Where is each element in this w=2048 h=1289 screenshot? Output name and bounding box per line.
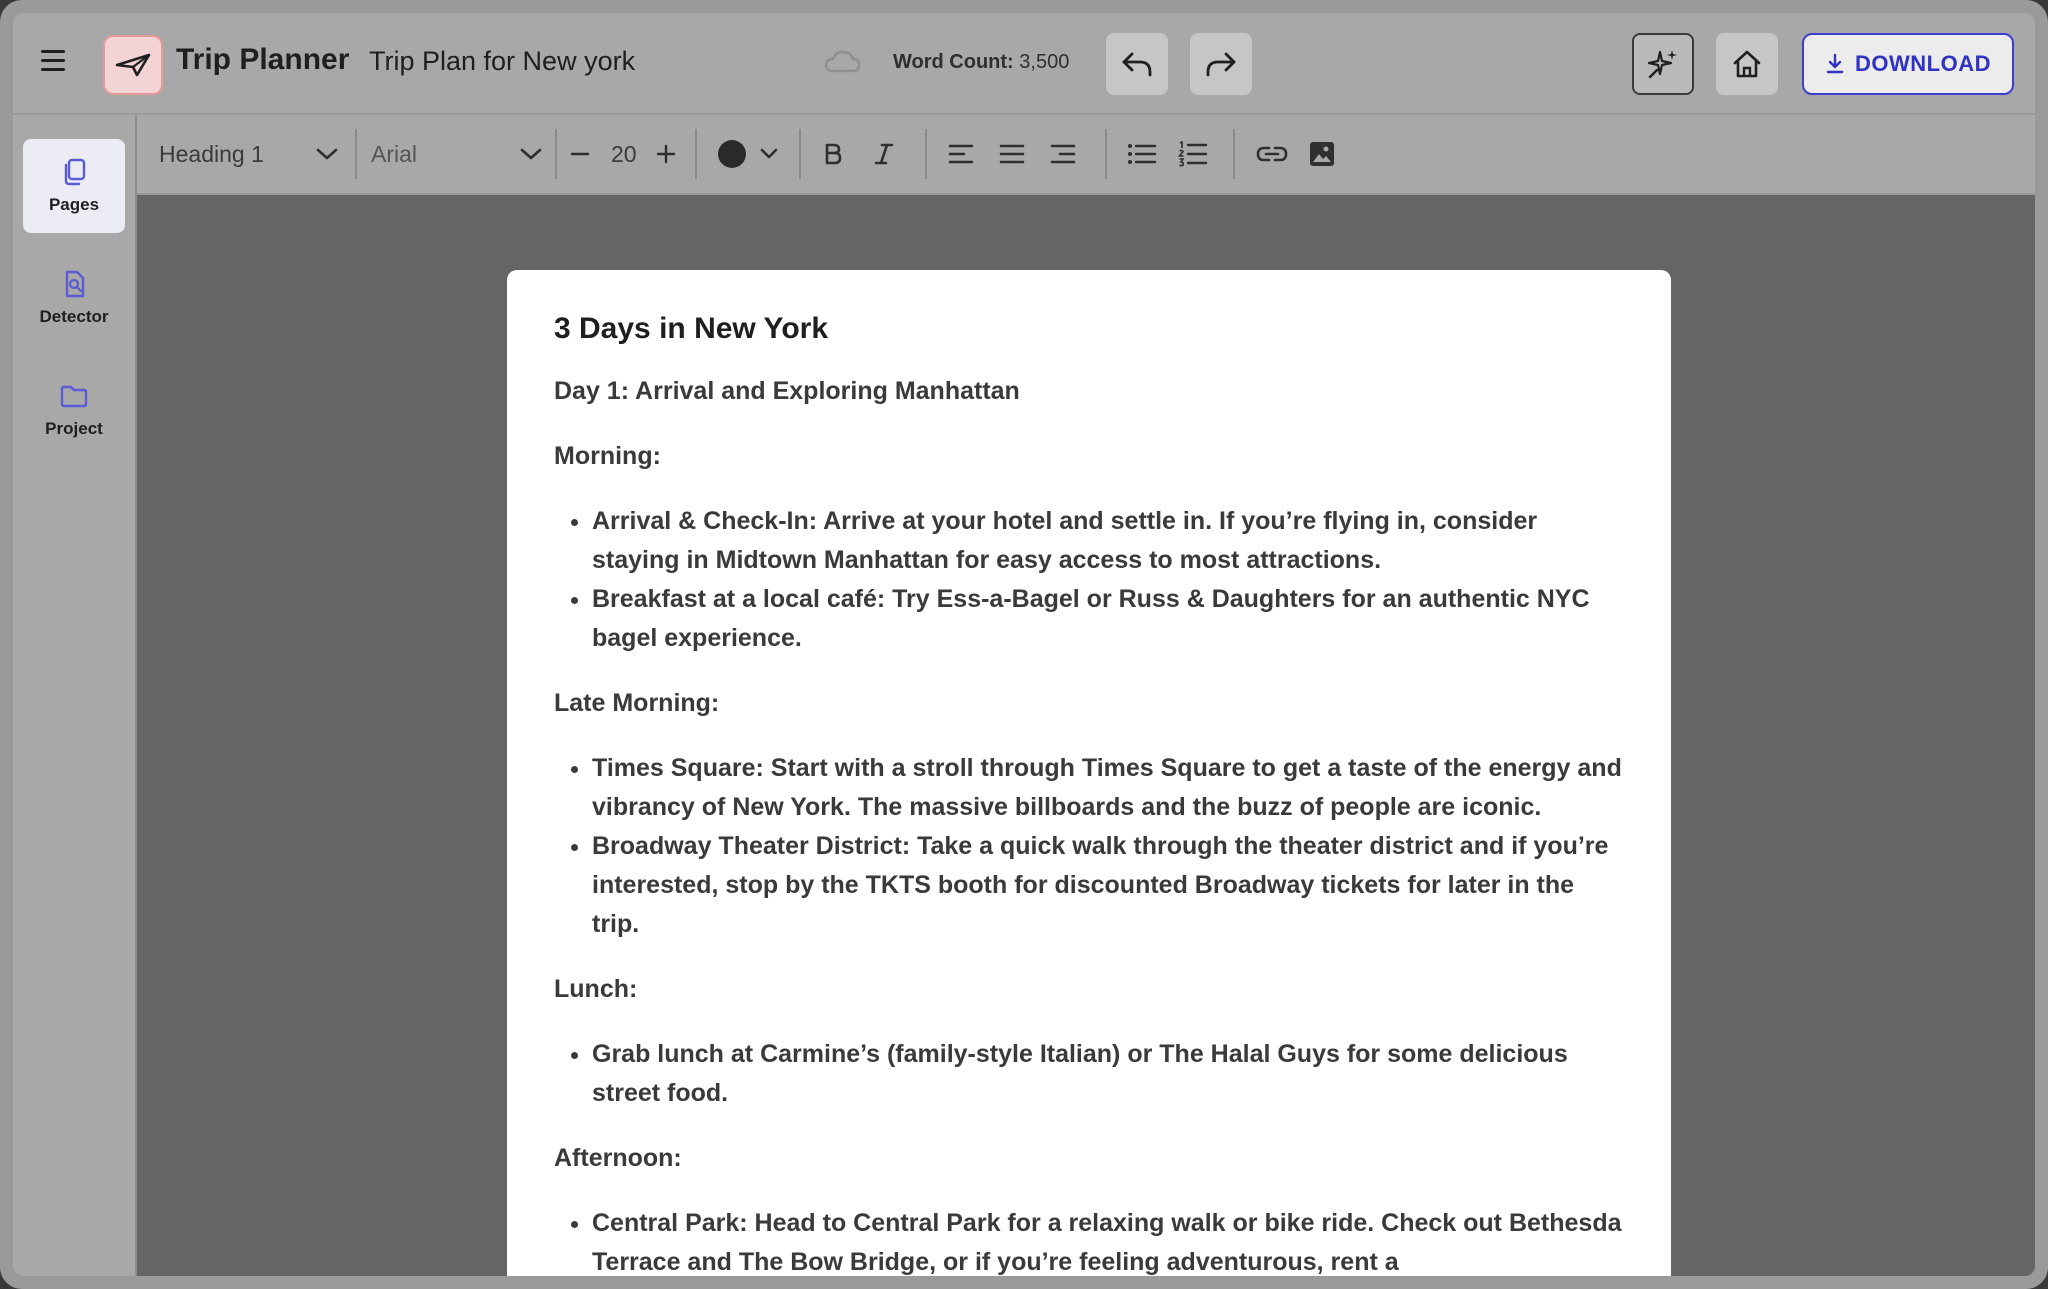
align-right-button[interactable]: [1050, 115, 1076, 193]
align-center-button[interactable]: [999, 115, 1025, 193]
image-icon: [1309, 141, 1335, 167]
align-right-icon: [1050, 143, 1076, 165]
bold-icon: [823, 142, 843, 166]
download-label: DOWNLOAD: [1855, 51, 1991, 76]
word-count-value: 3,500: [1019, 51, 1070, 73]
word-count: [893, 51, 1069, 74]
undo-button[interactable]: [1106, 33, 1168, 95]
sidebar-item-project[interactable]: [23, 363, 125, 457]
section-heading: Lunch:: [554, 975, 638, 1003]
app-window: [13, 13, 2035, 1276]
pages-icon: [59, 157, 89, 187]
list-item: • Times Square: Start with a stroll through Times Square to get a taste of the energy and vibrancy of New York. The massive billboards and the buzz of people are iconic.: [592, 749, 1623, 827]
chevron-down-icon: [519, 146, 543, 162]
sidebar-item-detector[interactable]: [23, 251, 125, 345]
color-swatch-icon: [717, 139, 747, 169]
bullet-list-button[interactable]: [1127, 115, 1157, 193]
sidebar-item-label: Pages: [48, 195, 100, 214]
ai-assist-button[interactable]: [1632, 33, 1694, 95]
redo-button[interactable]: [1190, 33, 1252, 95]
bullet-list: [554, 502, 1623, 658]
paper-plane-icon: [115, 51, 151, 79]
insert-image-button[interactable]: [1309, 115, 1335, 193]
font-size-decrease[interactable]: [569, 115, 591, 193]
minus-icon: [569, 143, 591, 165]
block-style-select[interactable]: [159, 115, 339, 193]
section-heading: Morning:: [554, 442, 661, 470]
undo-icon: [1120, 50, 1154, 78]
list-item: • Grab lunch at Carmine’s (family-style Italian) or The Halal Guys for some delicious street food.: [592, 1035, 1623, 1113]
sidebar-item-pages[interactable]: [23, 139, 125, 233]
app-logo: [103, 35, 163, 95]
day-heading: Day 1: Arrival and Exploring Manhattan: [554, 377, 1020, 405]
insert-link-button[interactable]: [1256, 115, 1288, 193]
font-size-increase[interactable]: [655, 115, 677, 193]
word-count-label: Word Count:: [893, 51, 1014, 73]
sidebar-item-label: Project: [45, 419, 103, 438]
font-size-input[interactable]: [611, 115, 637, 193]
home-icon: [1731, 48, 1763, 80]
format-toolbar: [137, 115, 2035, 195]
list-item: • Broadway Theater District: Take a quick walk through the theater district and if you’re interested, stop by the TKTS booth for discounted Broadway tickets for later in the trip.: [592, 827, 1623, 944]
app-name: Trip Planner: [176, 43, 350, 76]
link-icon: [1256, 144, 1288, 164]
bullet-list: [554, 1204, 1623, 1276]
sparkle-icon: [1646, 47, 1680, 81]
document-title[interactable]: Trip Plan for New york: [369, 46, 636, 76]
bullet-list: [554, 749, 1623, 944]
chevron-down-icon: [759, 147, 779, 161]
block-style-value: Heading 1: [159, 140, 264, 167]
bullet-list-icon: [1127, 142, 1157, 166]
align-center-icon: [999, 143, 1025, 165]
document-heading: 3 Days in New York: [554, 312, 829, 345]
font-family-select[interactable]: [371, 115, 543, 193]
numbered-list-icon: [1178, 141, 1208, 167]
home-button[interactable]: [1716, 33, 1778, 95]
italic-button[interactable]: [873, 115, 895, 193]
text-color-picker[interactable]: [717, 115, 779, 193]
list-item: • Central Park: Head to Central Park for a relaxing walk or bike ride. Check out Bethesda Terrace and The Bow Bridge, or if you’re feeling adventurous, rent a: [592, 1204, 1623, 1276]
list-item: • Breakfast at a local café: Try Ess-a-Bagel or Russ & Daughters for an authentic NYC bagel experience.: [592, 580, 1623, 658]
cloud-sync-icon: [823, 47, 861, 77]
bold-button[interactable]: [823, 115, 843, 193]
folder-icon: [59, 381, 89, 411]
download-icon: [1825, 53, 1845, 75]
section-heading: Afternoon:: [554, 1144, 682, 1172]
chevron-down-icon: [315, 146, 339, 162]
menu-icon[interactable]: [41, 50, 65, 74]
left-sidebar: [13, 115, 137, 1276]
list-item: • Arrival & Check-In: Arrive at your hotel and settle in. If you’re flying in, consider staying in Midtown Manhattan for easy access to most attractions.: [592, 502, 1623, 580]
align-left-icon: [948, 143, 974, 165]
numbered-list-button[interactable]: [1178, 115, 1208, 193]
italic-icon: [873, 142, 895, 166]
detector-icon: [59, 269, 89, 299]
editor-canvas: [137, 195, 2035, 1276]
align-left-button[interactable]: [948, 115, 974, 193]
font-size-value: 20: [611, 140, 637, 167]
plus-icon: [655, 143, 677, 165]
sidebar-item-label: Detector: [39, 307, 109, 326]
redo-icon: [1204, 50, 1238, 78]
section-heading: Late Morning:: [554, 689, 720, 717]
download-button[interactable]: [1802, 33, 2014, 95]
bullet-list: [554, 1035, 1623, 1113]
document-page[interactable]: [507, 270, 1671, 1276]
font-family-value: Arial: [371, 140, 418, 167]
top-bar: [13, 13, 2035, 115]
